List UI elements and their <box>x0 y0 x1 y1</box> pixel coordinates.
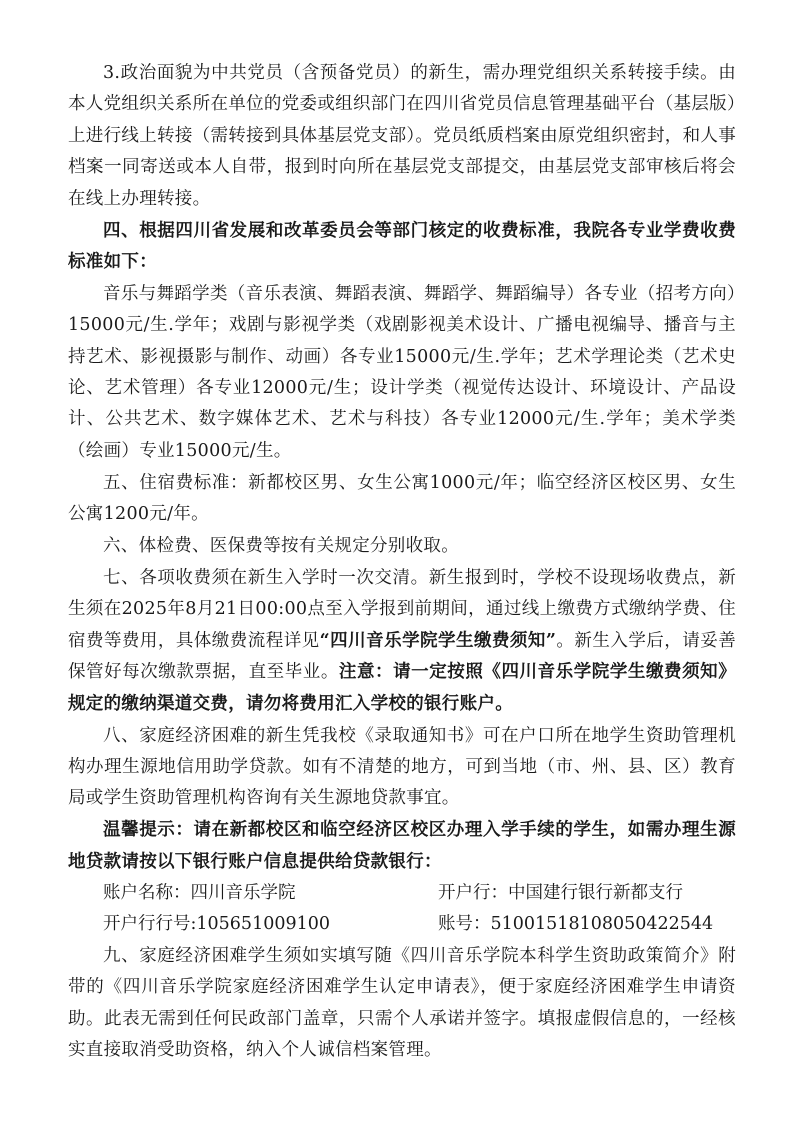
bank-row <box>68 909 736 940</box>
payment-warning: 注意：请一定按照《四川音乐学院学生缴费须知》规定的缴纳渠道交费，请勿将费用汇入学校的银行账户。 <box>68 662 736 714</box>
account-name: 账户名称：四川音乐学院 <box>103 883 296 904</box>
payment-text-continued: 。新生入学后，请妥善保管好每次缴款票据，直至毕业。 <box>68 630 736 683</box>
payment-notice-title: “四川音乐学院学生缴费须知” <box>319 630 557 651</box>
bank-code: 开户行行号:105651009100 <box>103 914 331 935</box>
paragraph-tuition-standards: 音乐与舞蹈学类（音乐表演、舞蹈表演、舞蹈学、舞蹈编导）各专业（招考方向）15000元/生.学年；戏剧与影视学类（戏剧影视美术设计、广播电视编导、播音与主持艺术、影视摄影与制作、动画）各专业15000元/生.学年；艺术学理论类（艺术史论、艺术管理）各专业12000元/生；设计学类（视觉传达设计、环境设计、产品设计、公共艺术、数字媒体艺术、艺术与科技）各专业12000元/生.学年；美术学类（绘画）专业15000元/生。 <box>68 283 736 461</box>
paragraph-accommodation-fee: 五、住宿费标准：新都校区男、女生公寓1000元/年；临空经济区校区男、女生公寓1200元/年。 <box>68 472 736 525</box>
paragraph-warm-tip: 温馨提示：请在新都校区和临空经济区校区办理入学手续的学生，如需办理生源地贷款请按以下银行账户信息提供给贷款银行： <box>68 820 736 872</box>
paragraph-medical-fee: 六、体检费、医保费等按有关规定分别收取。 <box>103 536 459 557</box>
document-page <box>68 58 736 1067</box>
payment-text: 七、各项收费须在新生入学时一次交清。新生报到时，学校不设现场收费点，新生须在2025年8月21日00:00点至入学报到前期间，通过线上缴费方式缴纳学费、住宿费等费用，具体缴费流程详见 <box>68 568 736 651</box>
paragraph-payment <box>68 563 736 720</box>
paragraph-tuition-heading: 四、根据四川省发展和改革委员会等部门核定的收费标准，我院各专业学费收费标准如下： <box>68 220 736 272</box>
bank-branch: 开户行：中国建行银行新都支行 <box>438 883 683 904</box>
paragraph-student-loan: 八、家庭经济困难的新生凭我校《录取通知书》可在户口所在地学生资助管理机构办理生源地信用助学贷款。如有不清楚的地方，可到当地（市、州、县、区）教育局或学生资助管理机构咨询有关生源地贷款事宜。 <box>68 725 736 809</box>
paragraph-hardship-application: 九、家庭经济困难学生须如实填写随《四川音乐学院本科学生资助政策简介》附带的《四川音乐学院家庭经济困难学生认定申请表》，便于家庭经济困难学生申请资助。此表无需到任何民政部门盖章，只需个人承诺并签字。填报虚假信息的，一经核实直接取消受助资格，纳入个人诚信档案管理。 <box>68 945 736 1061</box>
paragraph-party-transfer: 3.政治面貌为中共党员（含预备党员）的新生，需办理党组织关系转接手续。由本人党组织关系所在单位的党委或组织部门在四川省党员信息管理基础平台（基层版）上进行线上转接（需转接到具体基层党支部）。党员纸质档案由原党组织密封，和人事档案一同寄送或本人自带，报到时向所在基层党支部提交，由基层党支部审核后将会在线上办理转接。 <box>68 63 736 209</box>
bank-account-info <box>68 878 736 941</box>
bank-row <box>68 878 736 909</box>
account-number: 账号：51001518108050422544 <box>438 914 714 935</box>
